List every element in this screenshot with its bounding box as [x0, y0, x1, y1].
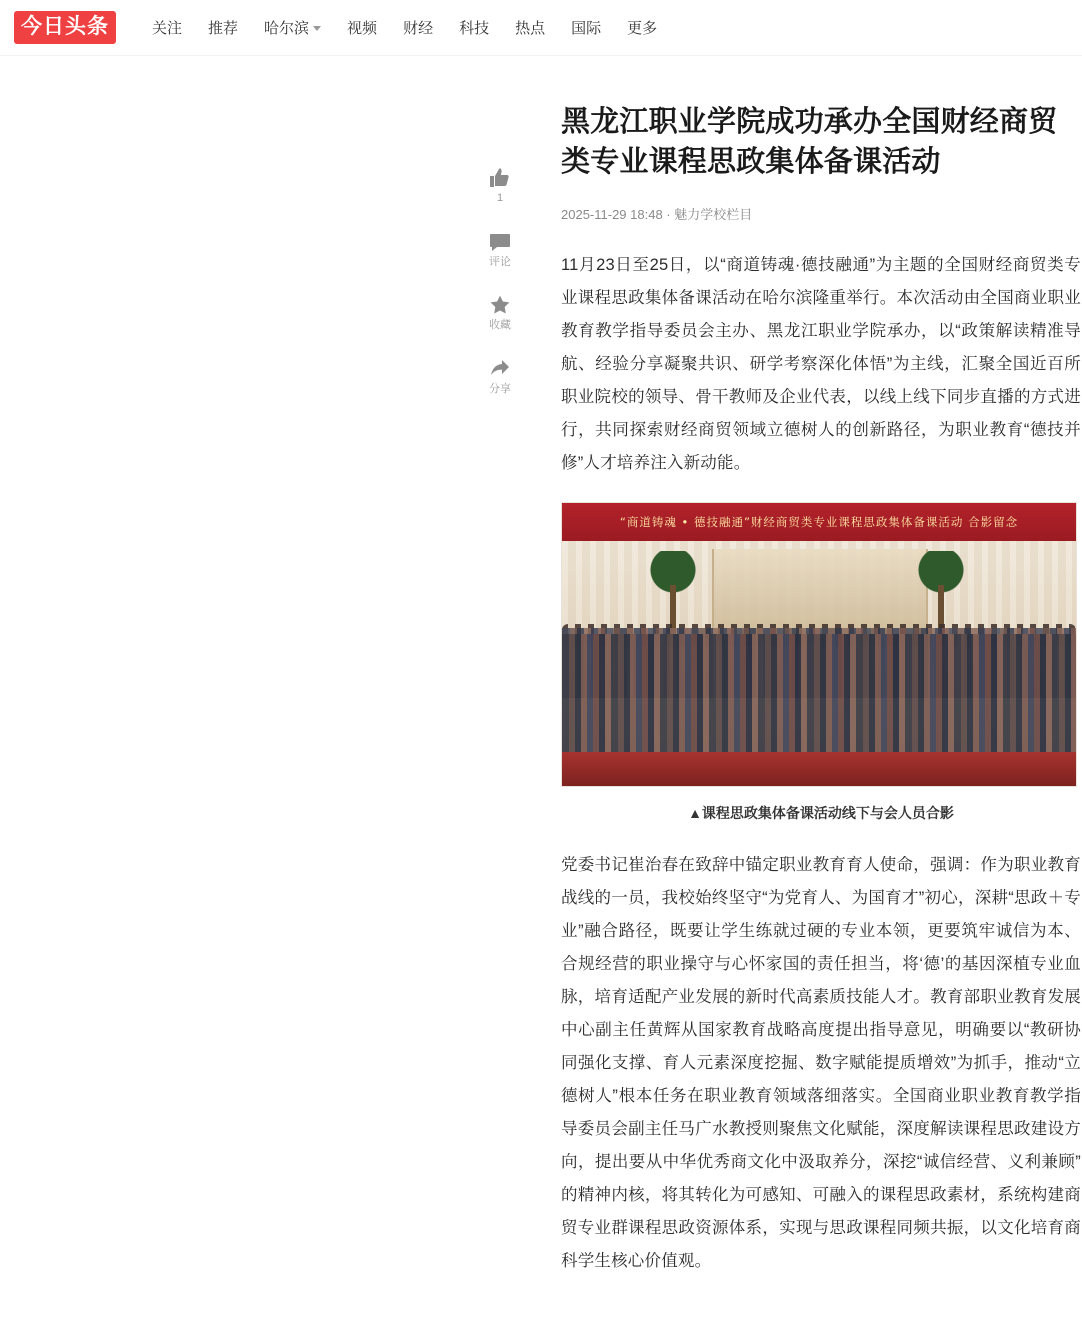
nav-label: 更多 — [627, 20, 658, 37]
nav-item-international[interactable] — [571, 17, 601, 38]
nav-label: 视频 — [347, 20, 378, 37]
article-container — [561, 56, 1081, 1330]
chevron-down-icon — [313, 26, 321, 31]
photo-caption: ▲课程思政集体备课活动线下与会人员合影 — [688, 805, 954, 822]
nav-item-recommend[interactable] — [208, 17, 238, 38]
article-meta: 2025-11-29 18:48 · 魅力学校栏目 — [561, 207, 753, 223]
nav-item-harbin[interactable] — [264, 17, 321, 38]
nav-item-video[interactable] — [347, 17, 377, 38]
comment-button[interactable] — [488, 230, 512, 272]
nav-label: 关注 — [152, 20, 183, 37]
nav-label: 财经 — [403, 20, 434, 37]
comment-icon — [488, 230, 512, 254]
site-logo[interactable]: 今日头条 — [14, 11, 116, 43]
nav-label: 热点 — [515, 20, 546, 37]
like-button[interactable] — [488, 166, 512, 208]
nav-item-hot[interactable] — [515, 17, 545, 38]
nav-label: 国际 — [571, 20, 602, 37]
nav-label: 哈尔滨 — [264, 20, 310, 37]
photo-banner-text: “商道铸魂 • 德技融通”财经商贸类专业课程思政集体备课活动 合影留念 — [562, 503, 1076, 541]
favorite-label: 收藏 — [489, 319, 511, 332]
share-icon — [488, 357, 512, 381]
nav-item-finance[interactable] — [403, 17, 433, 38]
article-paragraph-1: 11月23日至25日，以“商道铸魂·德技融通”为主题的全国财经商贸类专业课程思政集体备课活动在哈尔滨隆重举行。本次活动由全国商业职业教育教学指导委员会主办、黑龙江职业学院承办，以“政策解读精准导航、经验分享凝聚共识、研学考察深化体悟”为主线，汇聚全国近百所职业院校的领导、骨干教师及企业代表，以线上线下同步直播的方式进行，共同探索财经商贸领域立德树人的创新路径，为职业教育“德技并修”人才培养注入新动能。 — [561, 256, 1081, 473]
nav-label: 推荐 — [208, 20, 239, 37]
nav-item-more[interactable] — [627, 17, 657, 38]
article-paragraph-2: 党委书记崔治春在致辞中锚定职业教育育人使命，强调：作为职业教育战线的一员，我校始终坚守“为党育人、为国育才”初心，深耕“思政＋专业”融合路径，既要让学生练就过硬的专业本领，更要筑牢诚信为本、合规经营的职业操守与心怀家国的责任担当，将‘德’的基因深植专业血脉，培育适配产业发展的新时代高素质技能人才。教育部职业教育发展中心副主任黄辉从国家教育战略高度提出指导意见，明确要以“教研协同强化支撑、育人元素深度挖掘、数字赋能提质增效”为抓手，推动“立德树人”根本任务在职业教育领域落细落实。全国商业职业教育教学指导委员会副主任马广水教授则聚焦文化赋能，深度解读课程思政建设方向，提出要从中华优秀商文化中汲取养分，深挖“诚信经营、义利兼顾”的精神内核，将其转化为可感知、可融入的课程思政素材，系统构建商贸专业群课程思政资源体系，实现与思政课程同频共振，以文化培育商科学生核心价值观。 — [561, 856, 1081, 1271]
article-title: 黑龙江职业学院成功承办全国财经商贸类专业课程思政集体备课活动 — [561, 106, 1058, 179]
group-photo-image — [561, 502, 1077, 787]
like-count: 1 — [496, 192, 504, 204]
photo-scene — [562, 541, 1076, 786]
star-icon — [488, 293, 512, 317]
share-button[interactable] — [488, 357, 512, 399]
photo-carpet — [562, 752, 1076, 786]
favorite-button[interactable] — [488, 293, 512, 335]
main-nav — [152, 17, 657, 38]
thumbs-up-icon — [488, 166, 512, 190]
top-navigation-bar — [0, 0, 1082, 56]
share-label: 分享 — [489, 382, 511, 395]
comment-label: 评论 — [489, 255, 511, 268]
nav-item-follow[interactable] — [152, 17, 182, 38]
article-action-rail — [478, 166, 522, 398]
nav-item-tech[interactable] — [459, 17, 489, 38]
photo-crowd-front — [562, 634, 1076, 754]
article-figure — [561, 502, 1081, 823]
page-body — [0, 56, 1082, 1330]
nav-label: 科技 — [459, 20, 490, 37]
